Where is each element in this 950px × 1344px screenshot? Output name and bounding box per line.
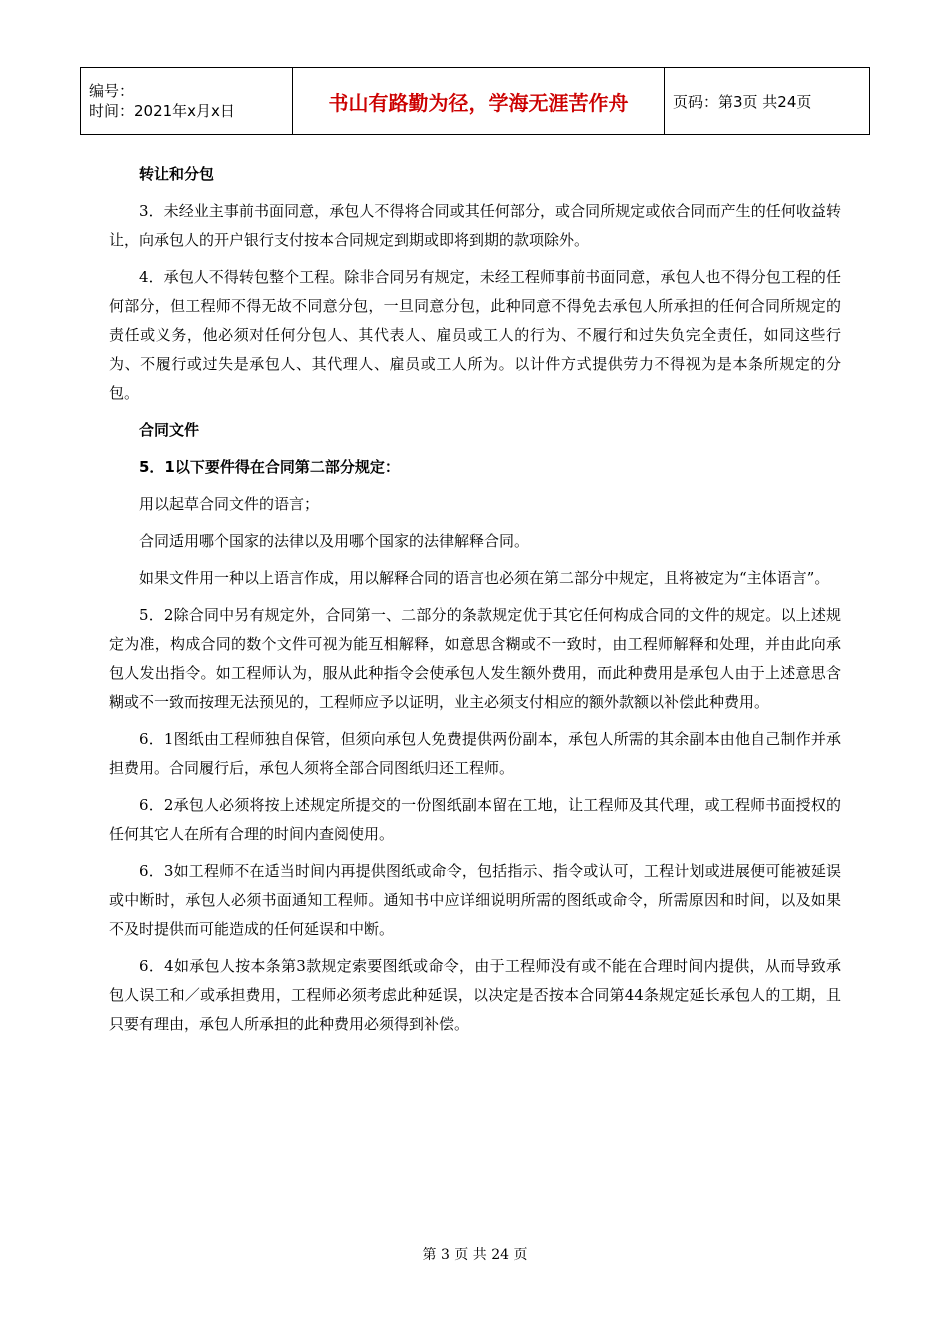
section-heading-transfer: 转让和分包 — [139, 165, 215, 183]
paragraph-clause-6-1: 6．1图纸由工程师独自保管，但须向承包人免费提供两份副本，承包人所需的其余副本由他自己制作并承担费用。合同履行后，承包人须将全部合同图纸归还工程师。 — [109, 730, 841, 777]
paragraph-language: 用以起草合同文件的语言； — [139, 495, 320, 513]
paragraph-clause-5-2: 5．2除合同中另有规定外，合同第一、二部分的条款规定优于其它任何构成合同的文件的规定。以上述规定为准，构成合同的数个文件可视为能互相解释，如意思含糊或不一致时，由工程师解释和处理，并由此向承包人发出指令。如工程师认为，服从此种指令会使承包人发生额外费用，而此种费用是承包人由于上述意思含糊或不一致而按理无法预见的，工程师应予以证明，业主必须支付相应的额外款额以补偿此种费用。 — [109, 606, 841, 711]
page-header — [80, 67, 870, 135]
paragraph-clause-6-3: 6．3如工程师不在适当时间内再提供图纸或命令，包括指示、指令或认可，工程计划或进展便可能被延误或中断时，承包人必须书面通知工程师。通知书中应详细说明所需的图纸或命令，所需原因和时间，以及如果不及时提供而可能造成的任何延误和中断。 — [109, 862, 841, 938]
page-footer: 第 3 页 共 24 页 — [422, 1247, 528, 1263]
header-motto: 书山有路勤为径，学海无涯苦作舟 — [293, 68, 665, 135]
document-date: 时间：2021年x月x日 — [89, 102, 235, 120]
section-heading-contract-documents: 合同文件 — [139, 421, 200, 439]
paragraph-clause-3: 3．未经业主事前书面同意，承包人不得将合同或其任何部分，或合同所规定或依合同而产生的任何收益转让，向承包人的开户银行支付按本合同规定到期或即将到期的款项除外。 — [109, 202, 841, 249]
document-number-label: 编号： — [89, 82, 135, 100]
paragraph-clause-4: 4．承包人不得转包整个工程。除非合同另有规定，未经工程师事前书面同意，承包人也不得分包工程的任何部分，但工程师不得无故不同意分包，一旦同意分包，此种同意不得免去承包人所承担的任何合同所规定的责任或义务，他必须对任何分包人、其代表人、雇员或工人的行为、不履行和过失负完全责任，如同这些行为、不履行或过失是承包人、其代理人、雇员或工人所为。以计件方式提供劳力不得视为是本条所规定的分包。 — [109, 268, 841, 402]
paragraph-clause-6-2: 6．2承包人必须将按上述规定所提交的一份图纸副本留在工地，让工程师及其代理，或工程师书面授权的任何其它人在所有合理的时间内查阅使用。 — [109, 796, 841, 843]
clause-5-1-heading: 5．1以下要件得在合同第二部分规定： — [139, 458, 400, 476]
header-meta-cell — [81, 68, 293, 135]
paragraph-ruling-language: 如果文件用一种以上语言作成，用以解释合同的语言也必须在第二部分中规定，且将被定为“主体语言”。 — [139, 569, 830, 587]
header-page-info: 页码：第3页 共24页 — [665, 68, 870, 135]
document-body — [109, 160, 841, 1039]
paragraph-clause-6-4: 6．4如承包人按本条第3款规定索要图纸或命令，由于工程师没有或不能在合理时间内提供，从而导致承包人误工和／或承担费用，工程师必须考虑此种延误，以决定是否按本合同第44条规定延长承包人的工期，且只要有理由，承包人所承担的此种费用必须得到补偿。 — [109, 957, 841, 1033]
paragraph-governing-law: 合同适用哪个国家的法律以及用哪个国家的法律解释合同。 — [139, 532, 530, 550]
